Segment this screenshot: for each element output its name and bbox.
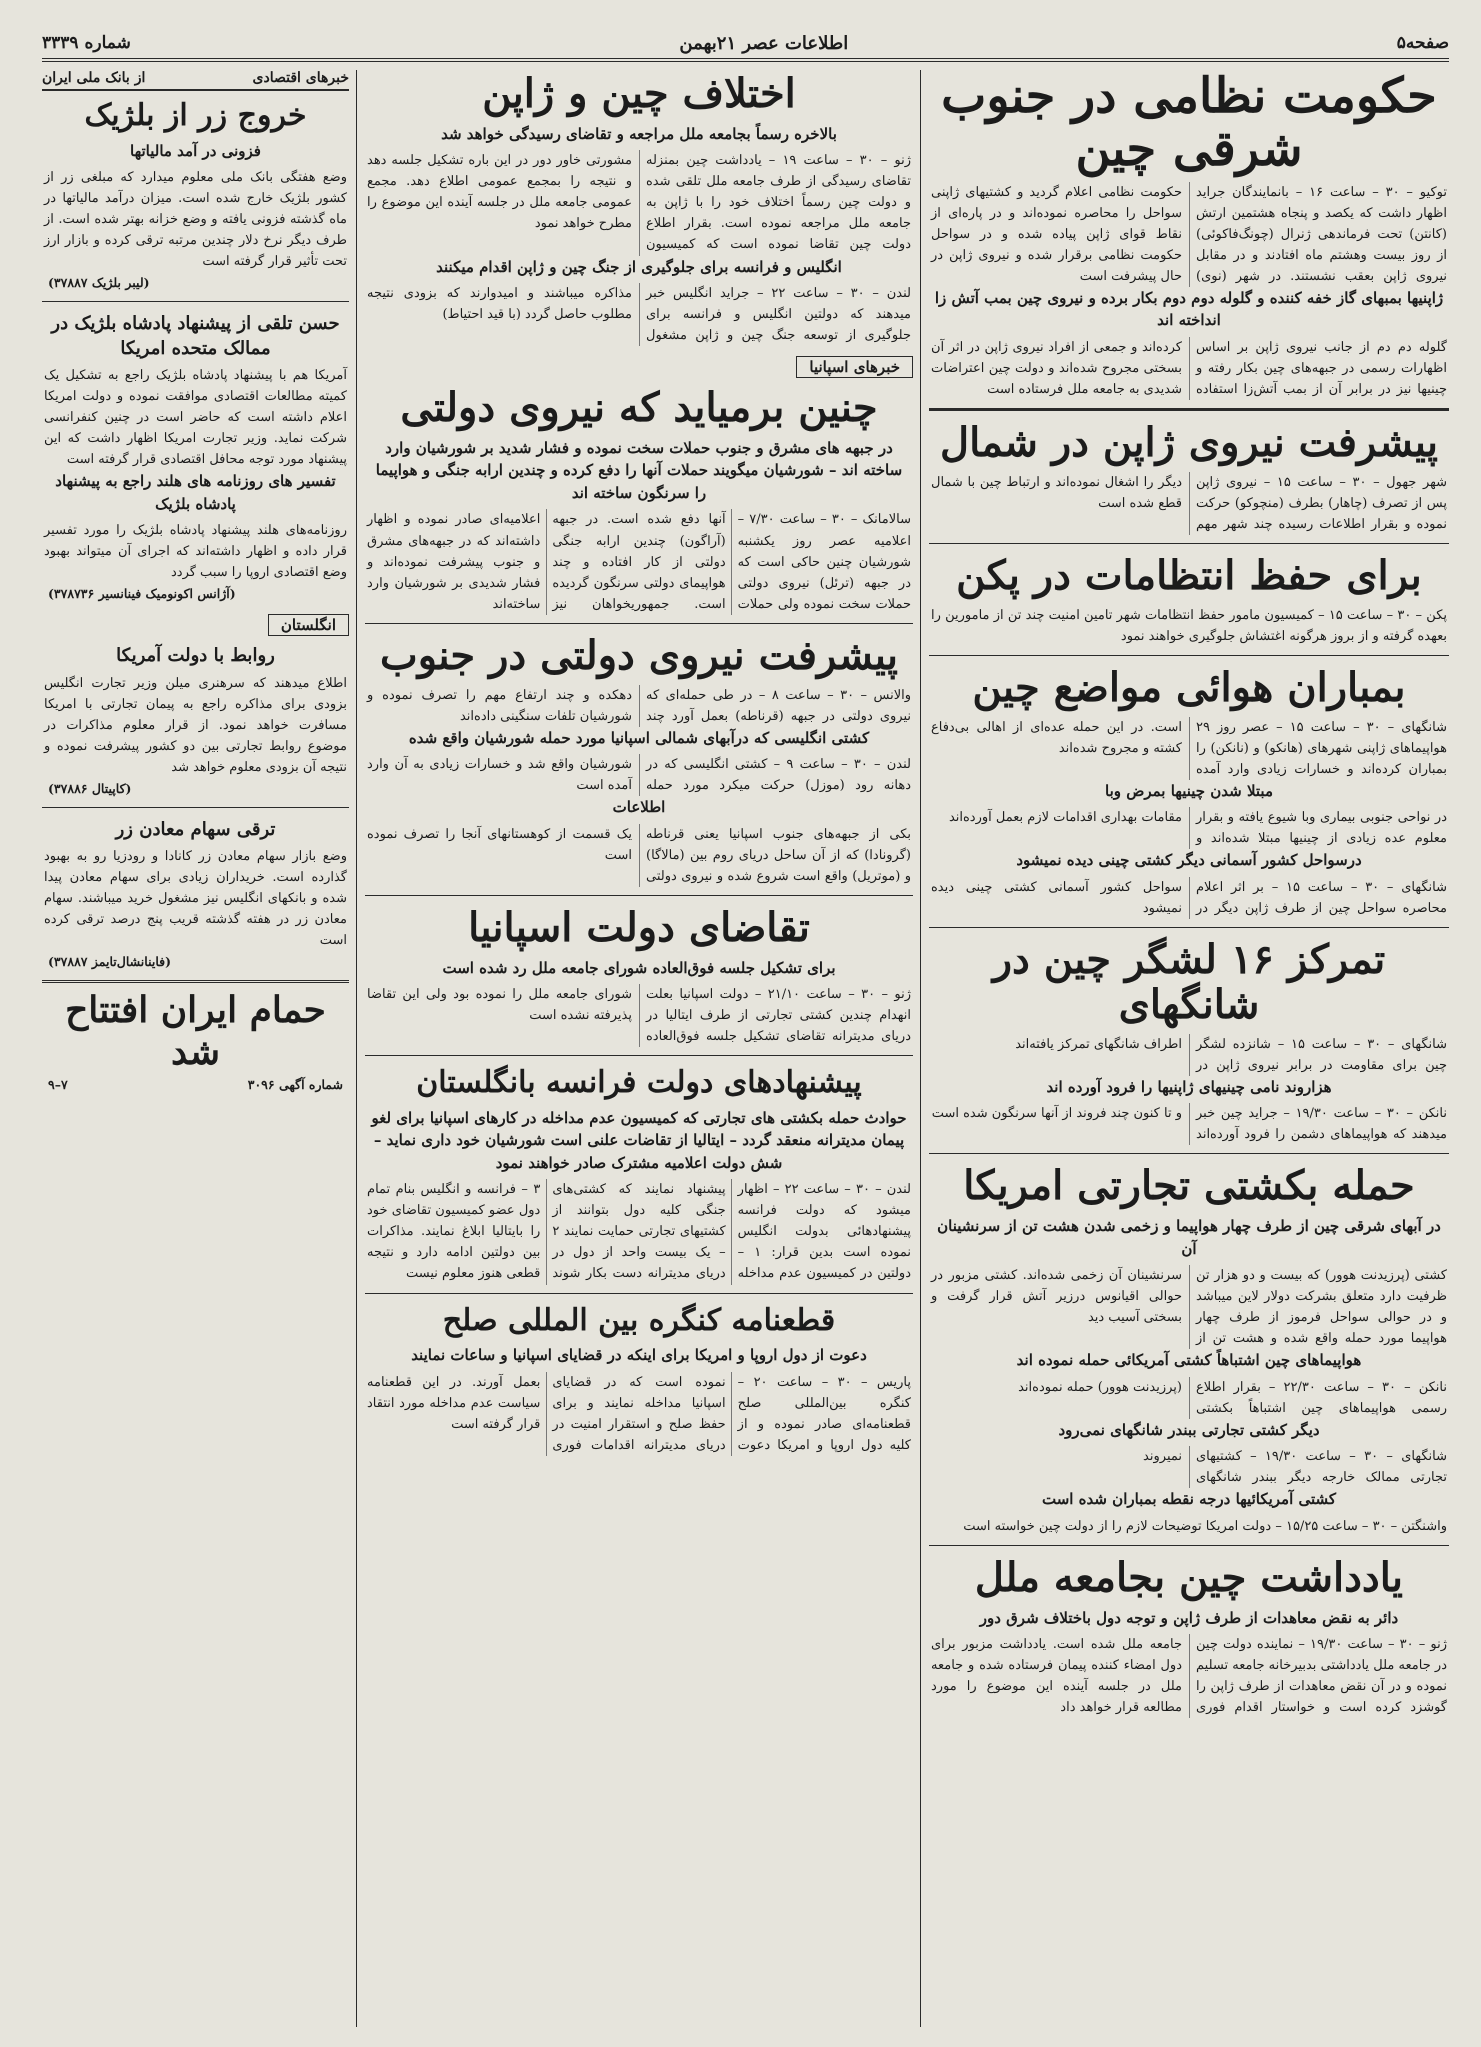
- subheadline: در آبهای شرقی چین از طرف چهار هواپیما و زخمی شدن هشت تن از سرنشینان آن: [937, 1217, 1441, 1258]
- ad-note: شماره آگهی ۳۰۹۶: [247, 1077, 343, 1093]
- article-body: سالامانک – ۳۰ – ساعت ۷/۳۰ – اعلامیه عصر روز یکشنبه شورشیان چنین حاکی است که در جبهه (ترئل) نیروی دولتی حملات سخت نموده ولی حملات آنها دفع شده است. در جبهه (آراگون) چندین ارابه جنگی دولتی از کار افتاده و چند هواپیمای دولتی سرنگون گردیده است. جمهوریخواهان نیز اعلامیه‌ای صادر نموده و اظهار داشته‌اند که در جبهه‌های مشرق و جنوب پیشرفت نموده‌اند و فشار شدیدی بر شورشیان وارد ساخته‌اند: [367, 512, 911, 612]
- article-body: نانکن – ۳۰ – ساعت ۱۹/۳۰ – جراید چین خبر میدهند که هواپیماهای دشمن را فرود آورده‌اند و تا کنون چند فروند از آنها سرنگون شده است: [931, 1106, 1448, 1143]
- divider: [365, 1055, 913, 1056]
- subheadline: تفسیر های روزنامه های هلند راجع به پیشنهاد پادشاه بلژیک: [55, 472, 336, 513]
- article-body: شانگهای – ۳۰ – ساعت ۱۵ – شانزده لشگر چین برای مقاومت در برابر نیروی ژاپن در اطراف شانگهای تمرکز یافته‌اند: [1015, 1036, 1447, 1073]
- headline: تمرکز ۱۶ لشگر چین در شانگهای: [992, 935, 1386, 1028]
- ad-code: ۷–۹: [48, 1077, 68, 1093]
- article-body: روزنامه‌های هلند پیشنهاد پادشاه بلژیک را مورد تفسیر قرار داده و اظهار داشته‌اند که اجرای آن میتواند بهبود وضع اقتصادی اروپا را سبب گردد: [44, 523, 347, 581]
- section-tag-england: انگلستان: [268, 614, 349, 636]
- subheadline: هواپیماهای چین اشتباهاً کشتی آمریکائی حمله نموده اند: [1016, 1351, 1362, 1370]
- headline: روابط با دولت آمریکا: [116, 645, 275, 667]
- article-peking-order: [929, 552, 1449, 647]
- subheadline: فزونی در آمد مالیاتها: [130, 141, 261, 160]
- subheadline: کشتی انگلیسی که درآبهای شمالی اسپانیا مورد حمله شورشیان واقع شده: [408, 728, 870, 747]
- source-signature: (کاپیتال ۳۷۸۸۶): [48, 780, 132, 796]
- subheadline: ژاپنیها بمبهای گاز خفه کننده و گلوله دوم دوم بکار برده و نیروی چین بمب آتش زا انداخته اند: [934, 288, 1444, 330]
- article-body: پاریس – ۳۰ – ساعت ۲۰ – کنگره بین‌المللی صلح قطعنامه‌ای صادر نموده و از کلیه دول اروپا و امریکا دعوت نموده است که در قضایای اسپانیا مداخله نمایند و برای حفظ صلح و استقرار امنیت در دریای مدیترانه اقدامات فوری بعمل آورند. در این قطعنامه سیاست عدم مداخله مورد انتقاد قرار گرفته است: [367, 1374, 911, 1453]
- article-body: ژنو – ۳۰ – ساعت ۲۱/۱۰ – دولت اسپانیا بعلت انهدام چندین کشتی تجارتی از طرف ایتالیا در دریای مدیترانه تقاضای تشکیل جلسه فوق‌العاده شورای جامعه ملل را نموده بود ولی این تقاضا پذیرفته نشده است: [367, 987, 911, 1045]
- ad-footer: [48, 1077, 343, 1092]
- article-body: لندن – ۳۰ – ساعت ۹ – کشتی انگلیسی که در دهانه رود (موزل) حرکت میکرد مورد حمله شورشیان واقع شد و خسارات زیادی به آن وارد آمده است: [367, 757, 911, 794]
- article-body: ژنو – ۳۰ – ساعت ۱۹ – یادداشت چین بمنزله تقاضای رسیدگی از طرف جامعه ملل تلقی شده و دولت چین رسماً اختلاف خود را با ژاپن به جامعه ملل مراجعه نموده است. بقرار اطلاع دولت چین تقاضا نموده است که کمیسیون مشورتی خاور دور در این باره تشکیل جلسه دهد و نتیجه را بمجمع عمومی اطلاع دهد. مجمع عمومی جامعه ملل در جلسه آینده این موضوع را مطرح خواهد نمود: [367, 153, 911, 253]
- subheadline: در جبهه های مشرق و جنوب حملات سخت نموده و فشار شدید بر شورشیان وارد ساخته اند – شورشیان میگویند حملات آنها را دفع کرده و چندین ارابه جنگی و هواپیما را سرنگون ساخته اند: [375, 438, 903, 502]
- article-body: کشتی (پرزیدنت هوور) که بیست و دو هزار تن ظرفیت دارد متعلق بشرکت دولار لاین میباشد و در حوالی سواحل فرموز از طرف چهار هواپیما مورد حمله واقع شده و هشت تن از سرنشینان آن زخمی شده‌اند. کشتی مزبور در حوالی اقیانوس درزیر آتش قرار گرفت و بسختی آسیب دید: [931, 1268, 1447, 1347]
- source-signature: (لیبر بلژیک ۳۷۸۸۷): [48, 275, 150, 291]
- subheadline: حوادث حمله بکشتی های تجارتی که کمیسیون عدم مداخله در کارهای اسپانیا برای لغو پیمان مدیترانه منعقد گردد – ایتالیا از تقاضات علنی است شورشیان خود داری نماید – شش دولت اعلامیه مشترک صادر خواهند نمود: [371, 1108, 907, 1172]
- subheadline: دائر به نقض معاهدات از طرف ژاپن و توجه دول باختلاف شرق دور: [979, 1608, 1399, 1627]
- article-body: شهر جهول – ۳۰ – ساعت ۱۵ – نیروی ژاپن پس از تصرف (چاهار) بطرف (منچوکو) حرکت نموده و بقرار اطلاعات رسیده چند شهر مهم دیگر را اشغال نموده‌اند و ارتباط چین با شمال قطع شده است: [931, 474, 1447, 532]
- article-16-divisions: [929, 936, 1449, 1145]
- subheadline: درسواحل کشور آسمانی دیگر کشتی چینی دیده نمیشود: [1016, 851, 1362, 870]
- article-league-note: [929, 1554, 1449, 1718]
- issue-number: شماره ۳۳۳۹: [42, 33, 131, 53]
- article-belgian-king-proposal: [42, 310, 349, 604]
- subheadline: انگلیس و فرانسه برای جلوگیری از جنگ چین و ژاپن اقدام میکنند: [436, 257, 842, 276]
- right-column: [929, 70, 1449, 2027]
- divider: [365, 895, 913, 896]
- headline: حمله بکشتی تجارتی امریکا: [963, 1162, 1415, 1210]
- headline: اختلاف چین و ژاپن: [482, 70, 796, 117]
- article-air-bombing: [929, 664, 1449, 919]
- column-rule: [356, 70, 357, 2027]
- subheadline: کشتی آمریکائیها درجه نقطه بمباران شده است: [1041, 1490, 1337, 1509]
- page-label: صفحه۵: [1396, 33, 1449, 53]
- headline: پیشنهادهای دولت فرانسه بانگلستان: [416, 1065, 862, 1101]
- section-tag-economic: خبرهای اقتصادی: [252, 70, 349, 86]
- article-body: شانگهای – ۳۰ – ساعت ۱۹/۳۰ – کشتیهای تجارتی ممالک خارجه دیگر ببندر شانگهای نمیروند: [1143, 1449, 1447, 1486]
- source-signature: (آژانس اکونومیک فینانسیر ۳۷۸۷۳۶): [48, 586, 236, 602]
- headline: تقاضای دولت اسپانیا: [468, 903, 810, 951]
- article-body: وضع بازار سهام معادن زر کانادا و رودزیا رو به بهبود گذارده است. خریداران زیادی برای سهام معادن پیدا شده و بانکهای انگلیس نیز مشغول خرید میباشند. سهام معادن زر در هفته گذشته قریب پنج درصد ترقی کرده است: [44, 849, 347, 949]
- article-peace-congress: [365, 1302, 913, 1456]
- source-tag: از بانک ملی ایران: [42, 70, 146, 86]
- article-body: گلوله دم دم از جانب نیروی ژاپن بر اساس اظهارات رسمی در جبهه‌های چین بکار رفته و چینیها نیز در برابر آن از بمب آتش‌زا استفاده کرده‌اند و جمعی از افراد نیروی ژاپن در اثر آن بسختی مجروح شده‌اند و دولت چین اعتراضات شدیدی به جامعه ملل فرستاده است: [931, 339, 1447, 397]
- divider: [929, 1153, 1449, 1154]
- masthead: [42, 28, 1449, 62]
- article-body: در نواحی جنوبی بیماری وبا شیوع یافته و بقرار معلوم عده زیادی از چینیها مبتلا شده‌اند و مقامات بهداری اقدامات لازم بعمل آورده‌اند: [948, 810, 1447, 847]
- left-column: [42, 70, 349, 2027]
- headline: قطعنامه کنگره بین المللی صلح: [442, 1302, 836, 1338]
- divider: [929, 1545, 1449, 1546]
- article-body: پکن – ۳۰ – ساعت ۱۵ – کمیسیون مامور حفظ انتظامات شهر تامین امنیت چند تن از مامورین را بعهده گرفته و از بروز هرگونه اغتشاش جلوگیری خواهند نمود: [931, 607, 1447, 644]
- divider: [929, 543, 1449, 544]
- article-body: واشنگتن – ۳۰ – ساعت ۱۵/۲۵ – دولت امریکا توضیحات لازم را از دولت چین خواسته است: [963, 1518, 1447, 1534]
- article-body: شانگهای – ۳۰ – ساعت ۱۵ – عصر روز ۲۹ هواپیماهای ژاپنی شهرهای (هانکو) و (نانکن) را بمباران کرده‌اند و خسارات زیادی وارد آمده است. در این حمله عده‌ای از اهالی بی‌دفاع کشته و مجروح شده‌اند: [931, 719, 1448, 777]
- subheadline: بالاخره رسماً بجامعه ملل مراجعه و تقاضای رسیدگی خواهد شد: [441, 124, 837, 143]
- middle-column: [365, 70, 913, 2027]
- article-france-proposals: [365, 1064, 913, 1284]
- headline: خروج زر از بلژیک: [84, 98, 307, 133]
- article-body: لندن – ۳۰ – ساعت ۲۲ – جراید انگلیس خبر میدهند که دولتین انگلیس و فرانسه برای جلوگیری از توسعه جنگ چین و ژاپن مشغول مذاکره میباشند و امیدوارند که بزودی نتیجه مطلوب حاصل گردد (با قید احتیاط): [367, 286, 911, 344]
- article-us-relations: [42, 642, 349, 799]
- article-north-advance: [929, 419, 1449, 535]
- article-body: آمریکا هم با پیشنهاد پادشاه بلژیک راجع به تشکیل یک کمیته مطالعات اقتصادی موافقت نموده و دولت امریکا اعلام داشته است که حاضر است در چنین کنفرانسی شرکت نماید. وزیر تجارت امریکا اظهار داشت که این پیشنهاد مورد توجه محافل اقتصادی قرار گرفته است: [44, 367, 347, 468]
- article-martial-law: [929, 70, 1449, 400]
- section-tag-spain: خبرهای اسپانیا: [796, 356, 913, 378]
- paper-title: اطلاعات عصر ۲۱بهمن: [679, 32, 849, 54]
- subheadline: اطلاعات: [612, 798, 666, 817]
- article-body: والانس – ۳۰ – ساعت ۸ – در طی حمله‌ای که نیروی دولتی در جبهه (قرناطه) بعمل آورد چند دهکده و چند ارتفاع مهم را تصرف نموده و شورشیان تلفات سنگینی داده‌اند: [367, 687, 912, 724]
- headline: ترقی سهام معادن زر: [115, 818, 276, 840]
- divider: [929, 927, 1449, 928]
- divider: [929, 655, 1449, 656]
- headline: چنین برمیاید که نیروی دولتی: [400, 384, 878, 432]
- article-body: بکی از جبهه‌های جنوب اسپانیا یعنی قرناطه (گرونادا) که از آن ساحل دریای روم بین (مالاگا) و (موتریل) واقع است شروع شده و نیروی دولتی یک قسمت از کوهستانهای آنجا را تصرف نموده است: [367, 826, 911, 884]
- column-rule: [920, 70, 921, 2027]
- article-us-ship-attack: [929, 1162, 1449, 1537]
- economic-news-bar: [42, 70, 349, 91]
- headline: یادداشت چین بجامعه ملل: [974, 1553, 1404, 1601]
- divider: [42, 301, 349, 302]
- article-body: اطلاع میدهند که سرهنری میلن وزیر تجارت انگلیس بزودی برای مذاکره راجع به پیمان تجارتی با امریکا مسافرت خواهد نمود. از قرار معلوم مذاکرات در موضوع روابط تجارتی بین دو کشور پیشرفت نموده و نتیجه آن بزودی معلوم خواهد شد: [44, 675, 347, 775]
- article-body: توکیو – ۳۰ – ساعت ۱۶ – بانمایندگان جراید اظهار داشت که یکصد و پنجاه هشتمین ارتش (کانتن) تحت فرماندهی ژنرال (چونگ‌فاکوئی) از روز بیست وهشتم ماه افتادند و در مقابل نیروی ژاپن بعقب نشستند. در شهر (نوی) حکومت نظامی اعلام گردید و کشتیهای ژاپنی سواحل را محاصره نموده‌اند و در پاره‌ای از نقاط قوای ژاپن پیاده شده و در سواحل حکومت نظامی برقرار شده و نیروی ژاپن در حال پیشرفت است: [931, 184, 1447, 284]
- ad-title: حمام ایران افتتاح شد: [65, 989, 326, 1074]
- headline: بمباران هوائی مواضع چین: [972, 663, 1406, 711]
- subheadline: هزاروند نامی چینیهای ژاپنیها را فرود آورده اند: [1046, 1077, 1332, 1096]
- source-signature: (فاینانشال‌تایمز ۳۷۸۸۷): [48, 954, 172, 970]
- article-south-advance: [365, 632, 913, 887]
- article-body: ژنو – ۳۰ – ساعت ۱۹/۳۰ – نماینده دولت چین در جامعه ملل یادداشتی بدبیرخانه جامعه تسلیم نموده و در آن نقض معاهدات از طرف ژاپن را گوشزد کرده است و خواستار اقدام فوری جامعه ملل شده است. یادداشت مزبور برای دول امضاء کننده پیمان فرستاده شده و جامعه ملل در جلسه آینده این موضوع را مورد مطالعه قرار خواهد داد: [931, 1637, 1447, 1716]
- headline: برای حفظ انتظامات در پکن: [956, 551, 1422, 599]
- article-china-japan-dispute: [365, 70, 913, 346]
- article-gold-belgium: [42, 97, 349, 293]
- article-spain-request: [365, 904, 913, 1047]
- article-body: وضع هفتگی بانک ملی معلوم میدارد که مبلغی زر از کشور بلژیک خارج شده است. میزان درآمد مالیاتها در ماه گذشته فزونی یافته و وضع خزانه بهتر شده است. از طرف دیگر نرخ دلار چندین مرتبه ترقی کرده و بازار ارز تحت تأثیر قرار گرفته است: [44, 170, 347, 270]
- article-body: نانکن – ۳۰ – ساعت ۲۲/۳۰ – بقرار اطلاع رسمی هواپیماهای چین اشتباهاً بکشتی (پرزیدنت هوور) حمله نموده‌اند: [1018, 1379, 1447, 1416]
- article-gold-mines: [42, 816, 349, 973]
- columns: [42, 70, 1449, 2027]
- headline: پیشرفت نیروی ژاپن در شمال: [940, 418, 1438, 466]
- article-government-forces: [365, 384, 913, 615]
- subheadline: دیگر کشتی تجارتی ببندر شانگهای نمی‌رود: [1058, 1420, 1320, 1439]
- article-body: لندن – ۳۰ – ساعت ۲۲ – اظهار میشود که دولت فرانسه پیشنهادهائی بدولت انگلیس نموده است بدین قرار: ۱ – دولتین در کمیسیون عدم مداخله پیشنهاد نمایند که کشتی‌های جنگی کلیه دول بتوانند از کشتیهای تجارتی حمایت نمایند ۲ – یک بیست واحد از دول در دریای مدیترانه دست بکار شوند ۳ – فرانسه و انگلیس بنام تمام دول عضو کمیسیون تقاضای خود را بایتالیا ابلاغ نمایند. مذاکرات بین دولتین ادامه دارد و نتیجه قطعی هنوز معلوم نیست: [367, 1182, 911, 1282]
- headline: حکومت نظامی در جنوب شرقی چین: [941, 70, 1437, 177]
- divider: [929, 408, 1449, 411]
- article-body: شانگهای – ۳۰ – ساعت ۱۵ – بر اثر اعلام محاصره سواحل چین از طرف ژاپن دیگر در سواحل کشور آسمانی کشتی چینی دیده نمیشود: [931, 879, 1447, 916]
- divider: [365, 1293, 913, 1294]
- headline: حسن تلقی از پیشنهاد پادشاه بلژیک در ممالک متحده امریکا: [51, 313, 340, 359]
- headline: پیشرفت نیروی دولتی در جنوب: [380, 631, 898, 679]
- subheadline: دعوت از دول اروپا و امریکا برای اینکه در قضایای اسپانیا و ساعات نمایند: [411, 1346, 867, 1364]
- divider: [365, 623, 913, 624]
- subheadline: مبتلا شدن چینیها بمرض وبا: [1105, 781, 1273, 800]
- subheadline: برای تشکیل جلسه فوق‌العاده شورای جامعه ملل رد شده است: [442, 958, 836, 977]
- advertisement: [42, 980, 349, 1092]
- divider: [42, 807, 349, 808]
